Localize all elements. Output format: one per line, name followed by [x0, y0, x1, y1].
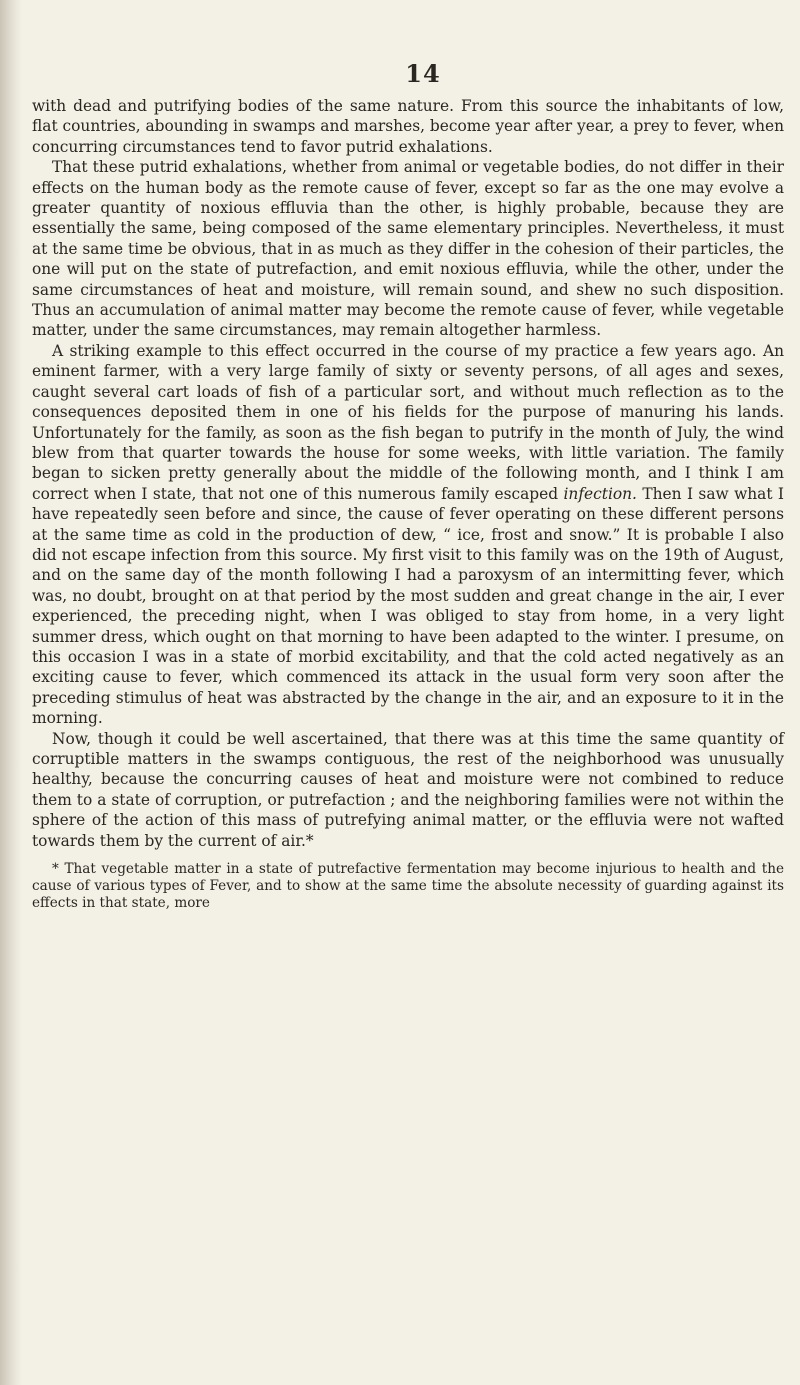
- page-number: 14: [405, 59, 441, 88]
- paragraph-1: with dead and putrifying bodies of the same nature. From this source the inhabitants of low, flat countries, abounding in swamps and marshes, become year after year, a prey to fever, when concurring circumstances tend to favor putrid exhalations.: [32, 97, 784, 156]
- book-page: [32, 60, 784, 1360]
- footnote: * That vegetable matter in a state of putrefactive fermentation may become injurious to health and the cause of various types of Fever, and to show at the same time the absolute necessity of guarding against its effects in that state, more: [32, 861, 784, 912]
- paragraph-3: [32, 341, 784, 729]
- paragraph-4: Now, though it could be well ascertained, that there was at this time the same quantity of corruptible matters in the swamps contiguous, the rest of the neighborhood was unusually healthy, because the concurring causes of heat and moisture were not combined to reduce them to a state of corruption, or putrefaction ; and the neighboring families were not within the sphere of the action of this mass of putrefying animal matter, or the effluvia were not wafted towards them by the current of air.*: [32, 729, 784, 850]
- book-gutter: [0, 0, 22, 1385]
- italic-phrase: infection.: [563, 484, 637, 503]
- paragraph-2: That these putrid exhalations, whether from animal or vegetable bodies, do not differ in their effects on the human body as the remote cause of fever, except so far as the one may evolve a greater quantity of noxious effluvia than the other, is highly probable, because they are essentially the same, being composed of the same elementary principles. Nevertheless, it must at the same time be obvious, that in as much as they differ in the cohesion of their particles, the one will put on the state of putrefaction, and emit noxious effluvia, while the other, under the same circumstances of heat and moisture, will remain sound, and shew no such disposition. Thus an accumulation of animal matter may become the remote cause of fever, while vegetable matter, under the same circumstances, may remain altogether harmless.: [32, 158, 784, 340]
- paragraph-3-text: A striking example to this effect occurred in the course of my practice a few years ago. An eminent farmer, with a very large family of sixty or seventy persons, of all ages and sexes, caught several cart loads of fish of a particular sort, and without much reflection as to the consequences deposited them in one of his fields for the purpose of manuring his lands. Unfortunately for the family, as soon as the fish began to putrify in the month of July, the wind blew from that quarter towards the house for some weeks, with little variation. The family began to sicken pretty generally about the middle of the following month, and I think I am correct when I state, that not one of this numerous family escaped: [32, 341, 784, 503]
- paragraph-3-continued: Then I saw what I have repeatedly seen before and since, the cause of fever operating on these different persons at the same time as cold in the production of dew, “ ice, frost and snow.” It is probable I also did not escape infection from this source. My first visit to this family was on the 19th of August, and on the same day of the month following I had a paroxysm of an intermitting fever, which was, no doubt, brought on at that period by the most sudden and great change in the air, I ever experienced, the preceding night, when I was obliged to stay from home, in a very light summer dress, which ought on that morning to have been adapted to the winter. I presume, on this occasion I was in a state of morbid excitability, and that the cold acted negatively as an exciting cause to fever, which commenced its attack in the usual form very soon after the preceding stimulus of heat was abstracted by the change in the air, and an exposure to it in the morning.: [32, 484, 784, 728]
